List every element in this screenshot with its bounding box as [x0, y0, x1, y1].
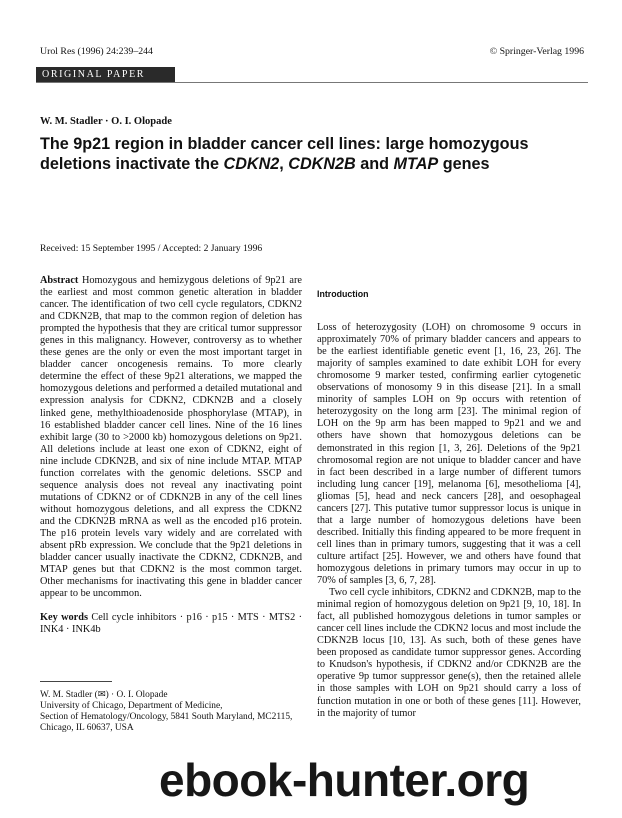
author-affiliation: [40, 690, 302, 734]
keywords-text: Cell cycle inhibitors · p16 · p15 · MTS · MTS2 · INK4 · INK4b: [40, 612, 302, 636]
title-gene-mtap: MTAP: [393, 155, 439, 173]
author-line: W. M. Stadler · O. I. Olopade: [40, 116, 172, 127]
title-separator: ,: [279, 155, 289, 173]
right-column: [317, 275, 581, 720]
affiliation-line: Chicago, IL 60637, USA: [40, 723, 134, 733]
abstract-heading: Abstract: [40, 275, 79, 286]
keywords-heading: Key words: [40, 612, 88, 624]
abstract: [40, 275, 302, 600]
title-text: genes: [438, 155, 490, 173]
footnote-rule: [40, 681, 112, 682]
title-gene-cdkn2b: CDKN2B: [288, 155, 356, 173]
abstract-text: Homozygous and hemizygous deletions of 9p21 are the earliest and most common genetic alteration in bladder cancer. The identification of two cell cycle regulators, CDKN2 and CDKN2B, that map to the common region of deletion has prompted the hypothesis that they are critical tumor suppressor genes in this malignancy. However, controversy as to whether these genes are the only or even the most important target in bladder cancer oncogenesis remains. To more clearly determine the effect of these 9p21 alterations, we mapped the homozygous deletions and performed a detailed mutational and expression analysis for CDKN2, CDKN2B and a closely linked gene, methylthioadenoside phosphorylase (MTAP), in 16 established bladder cancer cell lines. Nine of the 16 lines exhibit large (30 to >2000 kb) homozygous deletions on 9p21. All deletions include at least one exon of CDKN2, eight of nine include CDKN2B, and six of nine include MTAP. MTAP function correlates with the genomic deletions. SSCP and sequence analysis does not reveal any inactivating point mutations of CDKN2 or of CDKN2B in any of the cell lines without homozygous deletions, and all express the CDKN2 and the CDKN2B mRNA as well as the encoded p16 protein. The p16 protein levels vary widely and are correlated with absent pRb expression. We conclude that the 9p21 deletions in bladder cancer usually inactivate the CDKN2, CDKN2B, and MTAP genes but that CDKN2 is the most common target. Other mechanisms for inactivating this gene in bladder cancer appear to be uncommon.: [40, 275, 302, 600]
title-text: The 9p21 region in bladder cancer cell lines: large homozygous deletions inactivate the: [40, 135, 529, 173]
affiliation-line: Section of Hematology/Oncology, 5841 South Maryland, MC2115,: [40, 712, 293, 722]
keywords: [40, 612, 302, 636]
title-gene-cdkn2: CDKN2: [223, 155, 280, 173]
title-separator: and: [355, 155, 394, 173]
paper-title: [40, 134, 580, 174]
introduction-heading: Introduction: [317, 289, 369, 300]
intro-paragraph-2: Two cell cycle inhibitors, CDKN2 and CDKN2B, map to the minimal region of homozygous deletion on 9p21 [9, 10, 18]. In fact, all published homozygous deletions in tumor samples or cancer cell lines include the CDKN2 locus and most include the CDKN2B locus [10, 13]. As such, both of these genes have been proposed as candidate tumor suppressor genes. According to Knudson's hypothesis, if CDKN2 and/or CDKN2B are the operative 9p tumor suppressor gene(s), then the retained allele in those samples with LOH on 9p21 should carry a loss of function mutation in one or both of these genes [11]. However, in the majority of tumor: [317, 587, 581, 719]
received-dates: Received: 15 September 1995 / Accepted: 2 January 1996: [40, 243, 263, 254]
left-column: [40, 275, 302, 636]
intro-paragraph-1: Loss of heterozygosity (LOH) on chromosome 9 occurs in approximately 70% of primary bladder cancers and appears to be the earliest identifiable genetic event [1, 16, 23, 26]. The majority of samples examined to date exhibit LOH for every chromosome 9 marker tested, confirming earlier cytogenetic observations of monosomy 9 in this disease [21]. In a small minority of samples LOH on 9p occurs with retention of heterozygosity on the long arm [23]. The minimal region of LOH on the 9p arm has been mapped to 9p21 and we and others have shown that homozygous deletions can be demonstrated in this region [1, 3, 26]. Deletions of the 9p21 chromosomal region are not unique to bladder cancer and have in fact been described in a large number of different tumors including lung cancer [19], melanoma [6], mesothelioma [4], gliomas [5], head and neck cancers [28], and oesophageal cancers [27]. This putative tumor suppressor locus is unique in that a large number of homozygous deletions have been described. Initially this finding appeared to be more frequent in cell lines than in primary tumors, suggesting that it was a cell culture artifact [25]. However, we and others have found that homozygous deletions in primary tumors may occur in up to 70% of samples [3, 6, 7, 28].: [317, 322, 581, 587]
publisher-copyright: © Springer-Verlag 1996: [489, 46, 584, 57]
journal-citation: Urol Res (1996) 24:239–244: [40, 46, 153, 57]
watermark: ebook-hunter.org: [159, 754, 530, 806]
affiliation-line: University of Chicago, Department of Medicine,: [40, 701, 223, 711]
affiliation-line: W. M. Stadler (✉) · O. I. Olopade: [40, 690, 168, 700]
section-label: ORIGINAL PAPER: [36, 67, 175, 82]
header-rule: [36, 82, 588, 83]
